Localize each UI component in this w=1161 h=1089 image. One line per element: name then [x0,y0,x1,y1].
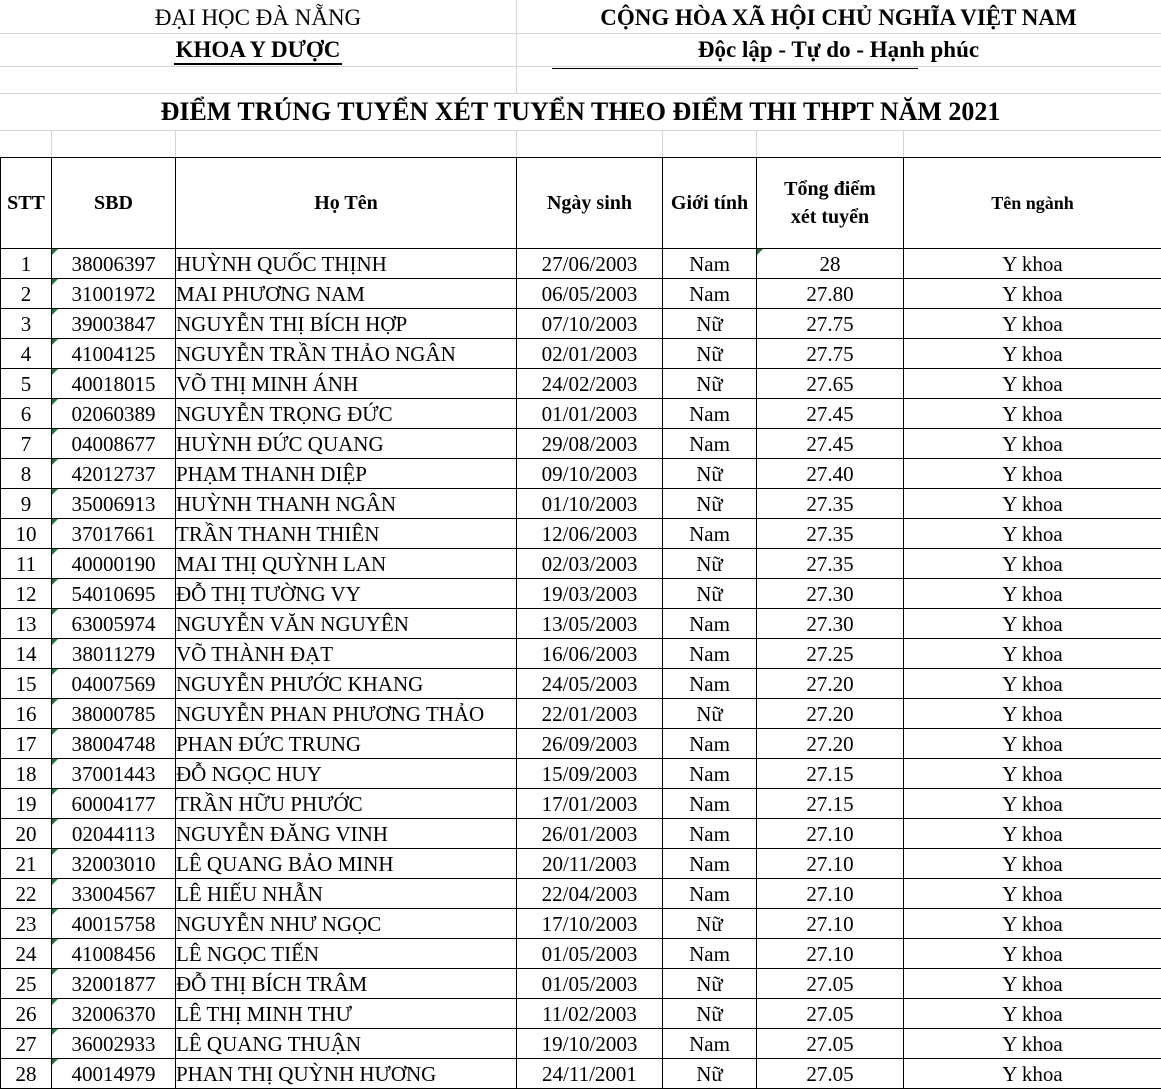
cell-sbd[interactable]: 39003847 [52,309,176,339]
cell-gender[interactable]: Nữ [663,549,757,579]
table-row [1,879,1161,909]
cell-score[interactable]: 27.35 [757,549,904,579]
cell-major[interactable]: Y khoa [904,429,1161,459]
cell-name[interactable]: NGUYỄN PHAN PHƯƠNG THẢO [176,699,517,729]
cell-sbd[interactable]: 37017661 [52,519,176,549]
university-name: ĐẠI HỌC ĐÀ NẴNG [154,5,362,30]
cell-major[interactable]: Y khoa [904,1059,1161,1089]
cell-stt[interactable]: 5 [1,369,52,399]
cell-dob[interactable]: 01/05/2003 [517,939,663,969]
score-header-line2: xét tuyển [790,206,870,228]
cell-dob[interactable]: 07/10/2003 [517,309,663,339]
cell-sbd[interactable]: 41004125 [52,339,176,369]
cell-score[interactable]: 27.35 [757,519,904,549]
cell-gender[interactable]: Nữ [663,969,757,999]
table-row [1,939,1161,969]
cell-gender[interactable]: Nam [663,609,757,639]
cell-stt[interactable]: 17 [1,729,52,759]
cell-name[interactable]: TRẦN HỮU PHƯỚC [176,789,517,819]
motto-underline [552,68,918,69]
cell-gender[interactable]: Nam [663,939,757,969]
cell-major[interactable]: Y khoa [904,459,1161,489]
cell-stt[interactable]: 15 [1,669,52,699]
cell-score[interactable]: 27.15 [757,789,904,819]
table-row [1,789,1161,819]
cell-stt[interactable]: 1 [1,249,52,279]
cell-major[interactable]: Y khoa [904,609,1161,639]
cell-dob[interactable]: 19/10/2003 [517,1029,663,1059]
cell-gender[interactable]: Nam [663,849,757,879]
cell-sbd[interactable]: 38004748 [52,729,176,759]
cell-major[interactable]: Y khoa [904,639,1161,669]
gridline [0,93,1161,94]
cell-score[interactable]: 27.25 [757,639,904,669]
cell-gender[interactable]: Nữ [663,339,757,369]
cell-sbd[interactable]: 40018015 [52,369,176,399]
column-header-dob[interactable]: Ngày sinh [517,158,663,249]
table-row [1,489,1161,519]
cell-dob[interactable]: 17/01/2003 [517,789,663,819]
cell-name[interactable]: VÕ THÀNH ĐẠT [176,639,517,669]
cell-major[interactable]: Y khoa [904,939,1161,969]
cell-sbd[interactable]: 60004177 [52,789,176,819]
cell-gender[interactable]: Nữ [663,579,757,609]
cell-name[interactable]: PHAN ĐỨC TRUNG [176,729,517,759]
cell-stt[interactable]: 24 [1,939,52,969]
cell-stt[interactable]: 8 [1,459,52,489]
cell-major[interactable]: Y khoa [904,969,1161,999]
table-row [1,369,1161,399]
cell-major[interactable]: Y khoa [904,999,1161,1029]
gridline [756,130,757,157]
cell-gender[interactable]: Nam [663,879,757,909]
cell-gender[interactable]: Nữ [663,699,757,729]
cell-gender[interactable]: Nữ [663,489,757,519]
table-row [1,849,1161,879]
cell-stt[interactable]: 20 [1,819,52,849]
cell-dob[interactable]: 01/05/2003 [517,969,663,999]
table-row [1,399,1161,429]
table-row [1,729,1161,759]
cell-stt[interactable]: 27 [1,1029,52,1059]
cell-sbd[interactable]: 04008677 [52,429,176,459]
table-row [1,909,1161,939]
cell-name[interactable]: MAI PHƯƠNG NAM [176,279,517,309]
cell-score[interactable]: 27.45 [757,399,904,429]
cell-stt[interactable]: 7 [1,429,52,459]
cell-name[interactable]: NGUYỄN PHƯỚC KHANG [176,669,517,699]
admission-results-table [0,157,1161,1089]
gridline [51,130,52,157]
gridline [903,130,904,157]
cell-major[interactable]: Y khoa [904,909,1161,939]
table-row [1,999,1161,1029]
cell-sbd[interactable]: 36002933 [52,1029,176,1059]
cell-sbd[interactable]: 38011279 [52,639,176,669]
cell-sbd[interactable]: 40000190 [52,549,176,579]
cell-sbd[interactable]: 33004567 [52,879,176,909]
cell-major[interactable]: Y khoa [904,519,1161,549]
cell-sbd[interactable]: 42012737 [52,459,176,489]
cell-gender[interactable]: Nam [663,429,757,459]
gridline [175,130,176,157]
cell-score[interactable]: 27.10 [757,819,904,849]
cell-gender[interactable]: Nữ [663,369,757,399]
cell-major[interactable]: Y khoa [904,249,1161,279]
cell-stt[interactable]: 16 [1,699,52,729]
gridline [662,130,663,157]
cell-dob[interactable]: 13/05/2003 [517,609,663,639]
table-row [1,1029,1161,1059]
cell-score[interactable]: 27.20 [757,729,904,759]
cell-dob[interactable]: 17/10/2003 [517,909,663,939]
table-row [1,759,1161,789]
faculty-name-text: KHOA Y DƯỢC [174,37,343,65]
gridline [516,130,517,157]
cell-sbd[interactable]: 32001877 [52,969,176,999]
cell-stt[interactable]: 11 [1,549,52,579]
cell-name[interactable]: ĐỖ NGỌC HUY [176,759,517,789]
cell-dob[interactable]: 16/06/2003 [517,639,663,669]
cell-stt[interactable]: 6 [1,399,52,429]
cell-gender[interactable]: Nam [663,519,757,549]
cell-name[interactable]: NGUYỄN TRẦN THẢO NGÂN [176,339,517,369]
cell-stt[interactable]: 22 [1,879,52,909]
cell-dob[interactable]: 22/01/2003 [517,699,663,729]
table-row [1,459,1161,489]
table-header-row [1,158,1161,249]
cell-gender[interactable]: Nữ [663,909,757,939]
table-row [1,519,1161,549]
cell-stt[interactable]: 18 [1,759,52,789]
cell-score[interactable]: 27.30 [757,579,904,609]
cell-name[interactable]: LÊ THỊ MINH THƯ [176,999,517,1029]
cell-sbd[interactable]: 38006397 [52,249,176,279]
cell-score[interactable]: 27.05 [757,1059,904,1089]
cell-stt[interactable]: 3 [1,309,52,339]
cell-sbd[interactable]: 32006370 [52,999,176,1029]
cell-dob[interactable]: 20/11/2003 [517,849,663,879]
cell-score[interactable]: 27.80 [757,279,904,309]
cell-dob[interactable]: 22/04/2003 [517,879,663,909]
cell-major[interactable]: Y khoa [904,819,1161,849]
cell-dob[interactable]: 02/01/2003 [517,339,663,369]
cell-score[interactable]: 27.20 [757,699,904,729]
score-header-line1: Tổng điểm [784,178,876,200]
cell-stt[interactable]: 28 [1,1059,52,1089]
cell-stt[interactable]: 4 [1,339,52,369]
cell-major[interactable]: Y khoa [904,399,1161,429]
cell-name[interactable]: NGUYỄN NHƯ NGỌC [176,909,517,939]
cell-stt[interactable]: 2 [1,279,52,309]
gridline [0,66,1161,67]
cell-gender[interactable]: Nam [663,759,757,789]
cell-score[interactable]: 27.40 [757,459,904,489]
cell-gender[interactable]: Nữ [663,1059,757,1089]
column-header-stt[interactable]: STT [1,158,52,249]
cell-score[interactable]: 27.10 [757,849,904,879]
table-row [1,339,1161,369]
cell-score[interactable]: 27.10 [757,909,904,939]
cell-score[interactable]: 27.35 [757,489,904,519]
cell-name[interactable]: LÊ QUANG BẢO MINH [176,849,517,879]
cell-major[interactable]: Y khoa [904,369,1161,399]
cell-dob[interactable]: 11/02/2003 [517,999,663,1029]
cell-name[interactable]: NGUYỄN TRỌNG ĐỨC [176,399,517,429]
cell-sbd[interactable]: 41008456 [52,939,176,969]
cell-score[interactable]: 27.15 [757,759,904,789]
cell-major[interactable]: Y khoa [904,1029,1161,1059]
cell-name[interactable]: PHAN THỊ QUỲNH HƯƠNG [176,1059,517,1089]
cell-dob[interactable]: 29/08/2003 [517,429,663,459]
cell-name[interactable]: NGUYỄN VĂN NGUYÊN [176,609,517,639]
cell-name[interactable]: ĐỖ THỊ TƯỜNG VY [176,579,517,609]
cell-dob[interactable]: 02/03/2003 [517,549,663,579]
cell-major[interactable]: Y khoa [904,879,1161,909]
cell-major[interactable]: Y khoa [904,579,1161,609]
table-row [1,309,1161,339]
cell-name[interactable]: HUỲNH QUỐC THỊNH [176,249,517,279]
cell-score[interactable]: 28 [757,249,904,279]
column-header-gender[interactable]: Giới tính [663,158,757,249]
cell-major[interactable]: Y khoa [904,279,1161,309]
cell-gender[interactable]: Nam [663,279,757,309]
table-row [1,969,1161,999]
cell-stt[interactable]: 21 [1,849,52,879]
table-row [1,549,1161,579]
table-row [1,609,1161,639]
column-header-sbd[interactable]: SBD [52,158,176,249]
cell-major[interactable]: Y khoa [904,669,1161,699]
column-header-major[interactable]: Tên ngành [904,158,1161,249]
cell-sbd[interactable]: 38000785 [52,699,176,729]
cell-gender[interactable]: Nam [663,669,757,699]
cell-name[interactable]: ĐỖ THỊ BÍCH TRÂM [176,969,517,999]
cell-dob[interactable]: 26/09/2003 [517,729,663,759]
cell-gender[interactable]: Nam [663,1029,757,1059]
cell-stt[interactable]: 9 [1,489,52,519]
cell-major[interactable]: Y khoa [904,549,1161,579]
cell-gender[interactable]: Nam [663,729,757,759]
cell-score[interactable]: 27.30 [757,609,904,639]
cell-gender[interactable]: Nam [663,819,757,849]
cell-score[interactable]: 27.05 [757,999,904,1029]
cell-dob[interactable]: 24/02/2003 [517,369,663,399]
cell-name[interactable]: HUỲNH THANH NGÂN [176,489,517,519]
cell-dob[interactable]: 24/05/2003 [517,669,663,699]
cell-score[interactable]: 27.10 [757,939,904,969]
cell-gender[interactable]: Nữ [663,459,757,489]
cell-name[interactable]: PHẠM THANH DIỆP [176,459,517,489]
cell-sbd[interactable]: 40014979 [52,1059,176,1089]
cell-sbd[interactable]: 37001443 [52,759,176,789]
cell-name[interactable]: NGUYỄN THỊ BÍCH HỢP [176,309,517,339]
cell-stt[interactable]: 13 [1,609,52,639]
cell-gender[interactable]: Nam [663,789,757,819]
cell-gender[interactable]: Nữ [663,309,757,339]
table-row [1,819,1161,849]
column-header-score[interactable] [757,158,904,249]
faculty-name [0,36,516,64]
cell-name[interactable]: VÕ THỊ MINH ÁNH [176,369,517,399]
cell-major[interactable]: Y khoa [904,789,1161,819]
table-row [1,249,1161,279]
cell-major[interactable]: Y khoa [904,309,1161,339]
cell-name[interactable]: LÊ QUANG THUẬN [176,1029,517,1059]
cell-score[interactable]: 27.75 [757,339,904,369]
cell-stt[interactable]: 12 [1,579,52,609]
cell-stt[interactable]: 19 [1,789,52,819]
cell-sbd[interactable]: 35006913 [52,489,176,519]
cell-dob[interactable]: 15/09/2003 [517,759,663,789]
cell-sbd[interactable]: 02060389 [52,399,176,429]
cell-gender[interactable]: Nữ [663,999,757,1029]
cell-major[interactable]: Y khoa [904,489,1161,519]
cell-dob[interactable]: 09/10/2003 [517,459,663,489]
cell-name[interactable]: HUỲNH ĐỨC QUANG [176,429,517,459]
cell-stt[interactable]: 26 [1,999,52,1029]
cell-major[interactable]: Y khoa [904,729,1161,759]
cell-stt[interactable]: 25 [1,969,52,999]
cell-sbd[interactable]: 54010695 [52,579,176,609]
cell-score[interactable]: 27.05 [757,969,904,999]
column-header-name[interactable]: Họ Tên [176,158,517,249]
table-row [1,579,1161,609]
cell-score[interactable]: 27.05 [757,1029,904,1059]
cell-score[interactable]: 27.45 [757,429,904,459]
cell-score[interactable]: 27.20 [757,669,904,699]
table-row [1,699,1161,729]
cell-dob[interactable]: 01/10/2003 [517,489,663,519]
cell-name[interactable]: LÊ HIẾU NHẪN [176,879,517,909]
cell-sbd[interactable]: 63005974 [52,609,176,639]
gridline [0,33,1161,34]
table-row [1,279,1161,309]
cell-dob[interactable]: 24/11/2001 [517,1059,663,1089]
cell-gender[interactable]: Nam [663,639,757,669]
table-body [1,249,1161,1089]
cell-sbd[interactable]: 32003010 [52,849,176,879]
cell-name[interactable]: NGUYỄN ĐĂNG VINH [176,819,517,849]
cell-score[interactable]: 27.75 [757,309,904,339]
cell-major[interactable]: Y khoa [904,699,1161,729]
cell-dob[interactable]: 01/01/2003 [517,399,663,429]
table-row [1,1059,1161,1089]
cell-dob[interactable]: 19/03/2003 [517,579,663,609]
cell-sbd[interactable]: 04007569 [52,669,176,699]
cell-name[interactable]: LÊ NGỌC TIẾN [176,939,517,969]
cell-stt[interactable]: 14 [1,639,52,669]
cell-dob[interactable]: 26/01/2003 [517,819,663,849]
cell-major[interactable]: Y khoa [904,849,1161,879]
cell-stt[interactable]: 10 [1,519,52,549]
table-row [1,429,1161,459]
cell-gender[interactable]: Nam [663,399,757,429]
cell-score[interactable]: 27.10 [757,879,904,909]
document-title: ĐIỂM TRÚNG TUYỂN XÉT TUYỂN THEO ĐIỂM THI THPT NĂM 2021 [160,97,1001,126]
cell-major[interactable]: Y khoa [904,339,1161,369]
table-row [1,669,1161,699]
cell-score[interactable]: 27.65 [757,369,904,399]
cell-name[interactable]: MAI THỊ QUỲNH LAN [176,549,517,579]
cell-name[interactable]: TRẦN THANH THIÊN [176,519,517,549]
cell-sbd[interactable]: 31001972 [52,279,176,309]
table-row [1,639,1161,669]
republic-name: CỘNG HÒA XÃ HỘI CHỦ NGHĨA VIỆT NAM [600,5,1077,30]
national-motto: Độc lập - Tự do - Hạnh phúc [697,37,980,62]
cell-sbd[interactable]: 02044113 [52,819,176,849]
cell-dob[interactable]: 27/06/2003 [517,249,663,279]
cell-gender[interactable]: Nam [663,249,757,279]
cell-dob[interactable]: 12/06/2003 [517,519,663,549]
cell-major[interactable]: Y khoa [904,759,1161,789]
cell-sbd[interactable]: 40015758 [52,909,176,939]
cell-stt[interactable]: 23 [1,909,52,939]
cell-dob[interactable]: 06/05/2003 [517,279,663,309]
